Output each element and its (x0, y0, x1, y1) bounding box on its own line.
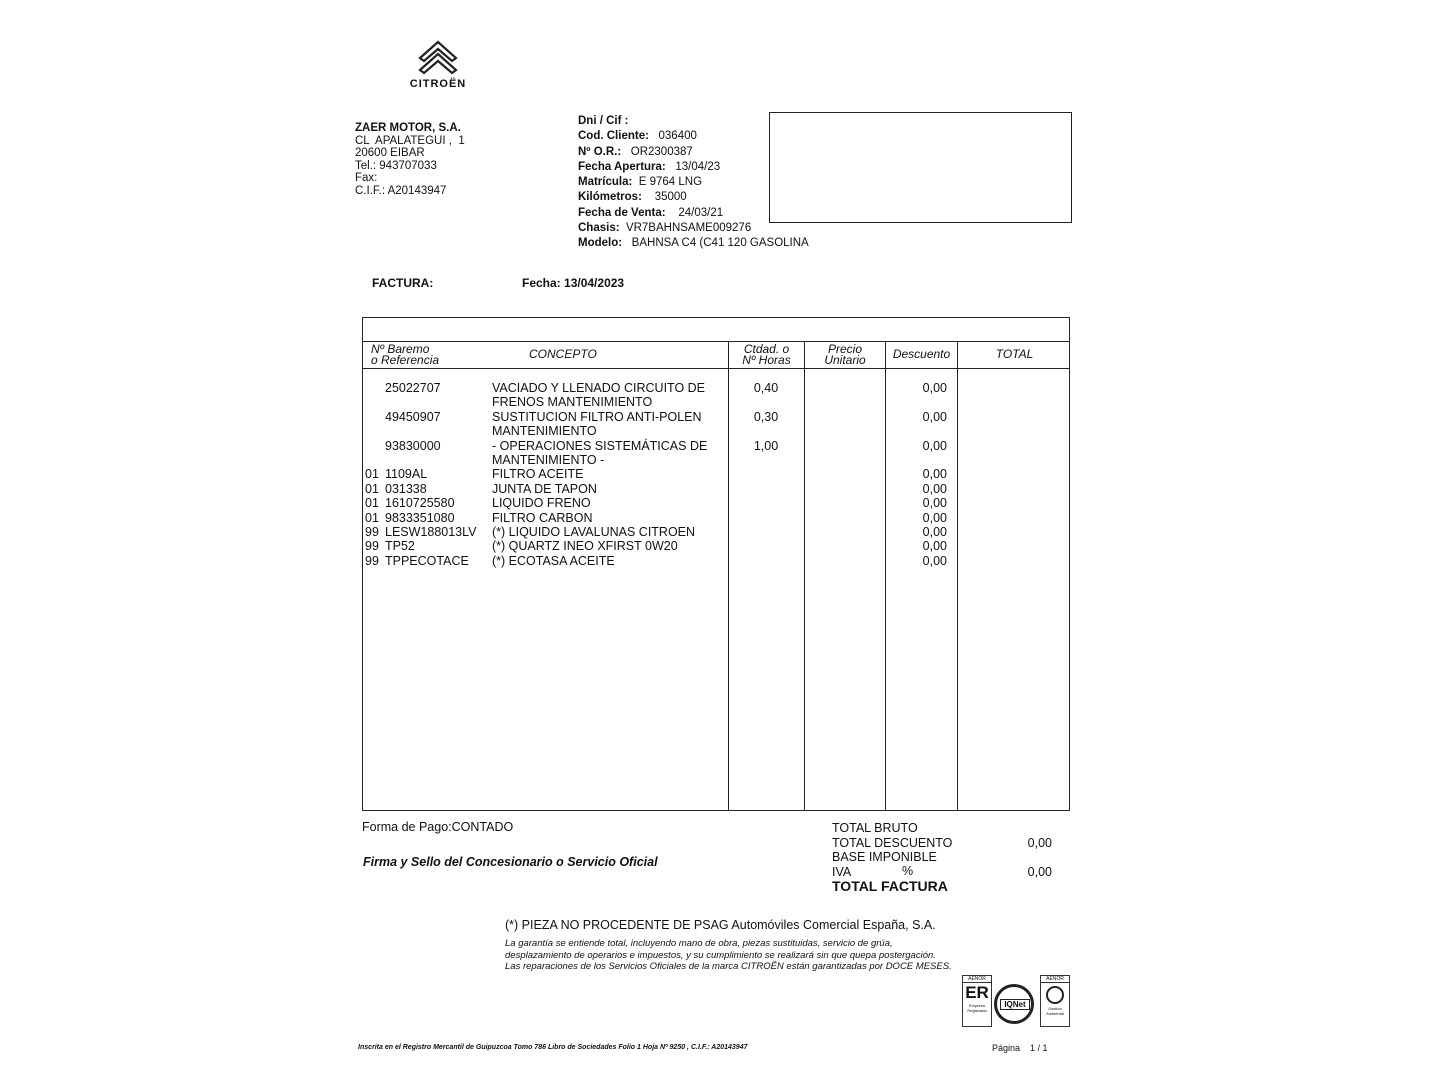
venta-label: Fecha de Venta: (578, 206, 666, 219)
er-mark: ER (965, 983, 989, 1002)
aenor-er-seal (962, 975, 992, 1027)
chasis-label: Chasis: (578, 222, 620, 235)
row-reference: 25022707 (385, 381, 441, 395)
ga-caption: Gestión Ambiental (1046, 1006, 1064, 1016)
row-prefix: 01 (365, 467, 379, 482)
row-reference: 9833351080 (385, 510, 455, 525)
apertura-value: 13/04/23 (675, 160, 721, 173)
row-concepto: JUNTA DE TAPON (492, 481, 597, 496)
row-concepto: (*) ECOTASA ACEITE (492, 553, 615, 568)
aenor-ga-seal (1040, 975, 1070, 1027)
company-tel: Tel.: 943707033 (355, 159, 437, 172)
modelo-label: Modelo: (578, 237, 623, 250)
payment-method (362, 820, 513, 834)
totals-labels (832, 821, 952, 894)
warranty-line3: Las reparaciones de los Servicios Oficiales de la marca CITROËN están garantizadas por DOCE MESES. (505, 961, 952, 972)
row-concepto: - OPERACIONES SISTEMÁTICAS DE MANTENIMIENTO - (492, 438, 708, 467)
table-top-divider (363, 341, 1069, 342)
row-descuento: 0,00 (922, 467, 947, 482)
table-header-divider (363, 368, 1069, 369)
warranty-line1: La garantía se entiende total, incluyendo mano de obra, piezas sustituidas, servicio de grúa, (505, 938, 893, 949)
row-reference: 49450907 (385, 409, 441, 424)
row-concepto: VACIADO Y LLENADO CIRCUITO DE FRENOS MANTENIMIENTO (492, 381, 706, 410)
row-concepto: FILTRO ACEITE (492, 467, 584, 482)
registry-footer: Inscrita en el Registro Mercantil de Guipuzcoa Tomo 786 Libro de Sociedades Folio 1 Hoja Nº 9250 , C.I.F.: A20143947 (358, 1044, 748, 1051)
header-qty-line2: Nº Horas (742, 353, 791, 367)
iqnet-seal (994, 984, 1034, 1024)
matricula-label: Matrícula: (578, 176, 633, 189)
company-street: CL APALATEGUI , 1 (355, 134, 465, 147)
aenor-right-label: AENOR (1041, 976, 1069, 983)
iva-percent: % (902, 864, 914, 878)
row-descuento: 0,00 (922, 438, 947, 453)
er-caption: Empresa Registrada (967, 1003, 987, 1013)
company-info (355, 122, 465, 197)
customer-address-box (769, 112, 1072, 223)
signature-caption: Firma y Sello del Concesionario o Servicio Oficial (363, 855, 658, 869)
km-value: 35000 (654, 191, 687, 204)
pagina-label: Página (992, 1043, 1021, 1053)
total-factura-label: TOTAL FACTURA (832, 878, 948, 894)
header-qty (729, 344, 804, 366)
col-divider-total (957, 342, 958, 810)
header-precio-line1: Precio (827, 342, 862, 356)
row-descuento: 0,00 (922, 553, 947, 568)
row-reference: 1109AL (385, 467, 428, 482)
row-descuento: 0,00 (922, 381, 947, 395)
row-reference: 1610725580 (385, 496, 455, 511)
row-quantity: 0,40 (753, 381, 779, 395)
row-descuento: 0,00 (922, 409, 947, 424)
payment-value: CONTADO (451, 820, 514, 834)
row-descuento: 0,00 (922, 539, 947, 554)
modelo-value: BAHNSA C4 (C41 120 GASOLINA (631, 237, 809, 250)
km-label: Kilómetros: (578, 191, 642, 204)
row-prefix: 99 (365, 539, 379, 554)
row-prefix: 99 (365, 553, 379, 568)
factura-label: FACTURA: (372, 276, 434, 290)
page-number (992, 1043, 1048, 1053)
row-reference: LESW188013LV (385, 525, 477, 539)
invoice-date (522, 276, 624, 290)
invoice-table (362, 317, 1070, 811)
row-prefix: 01 (365, 496, 379, 511)
total-descuento-label: TOTAL DESCUENTO (832, 835, 953, 850)
payment-label: Forma de Pago: (362, 820, 452, 834)
venta-value: 24/03/21 (678, 206, 724, 219)
header-descuento: Descuento (892, 347, 951, 361)
or-label: Nº O.R.: (578, 145, 622, 158)
col-divider-precio (804, 342, 805, 810)
citroen-chevrons-icon (416, 36, 460, 76)
dni-label: Dni / Cif : (578, 115, 629, 127)
totals-values (1000, 836, 1052, 880)
header-precio (805, 344, 885, 366)
matricula-value: E 9764 LNG (638, 176, 703, 189)
company-fax: Fax: (355, 172, 378, 184)
aenor-left-label: AENOR (963, 976, 991, 983)
row-prefix: 99 (365, 525, 379, 539)
row-reference: TPPECOTACE (385, 553, 469, 568)
row-descuento: 0,00 (922, 525, 947, 539)
apertura-label: Fecha Apertura: (578, 160, 666, 173)
iva-label: IVA (832, 864, 852, 879)
fecha-label: Fecha: (522, 276, 561, 290)
row-concepto: (*) QUARTZ INEO XFIRST 0W20 (492, 539, 678, 554)
company-cif: C.I.F.: A20143947 (355, 184, 447, 197)
total-bruto-label: TOTAL BRUTO (832, 821, 918, 835)
row-concepto: (*) LIQUIDO LAVALUNAS CITROEN (492, 525, 696, 539)
fecha-value: 13/04/2023 (564, 276, 625, 290)
cliente-label: Cod. Cliente: (578, 130, 649, 143)
row-concepto: LIQUIDO FRENO (492, 496, 591, 511)
row-concepto: FILTRO CARBON (492, 510, 593, 525)
row-prefix: 01 (365, 481, 379, 496)
header-qty-line1: Ctdad. o (743, 342, 790, 356)
iva-value: 0,00 (1027, 865, 1052, 879)
header-ref-line2: o Referencia (371, 353, 440, 367)
company-name: ZAER MOTOR, S.A. (355, 122, 461, 134)
base-imponible-label: BASE IMPONIBLE (832, 850, 937, 864)
row-concepto: SUSTITUCION FILTRO ANTI-POLEN MANTENIMIENTO (492, 409, 702, 439)
or-value: OR2300387 (630, 145, 693, 158)
row-quantity: 0,30 (753, 409, 779, 424)
warranty-line2: desplazamiento de operarios e impuestos, y su cumplimiento se realizará sin que quepa postergación. (505, 949, 936, 961)
row-reference: 031338 (385, 481, 427, 496)
header-total: TOTAL (995, 347, 1034, 361)
iqnet-label: IQNet (1000, 999, 1030, 1010)
row-reference: 93830000 (385, 438, 441, 453)
row-reference: TP52 (385, 539, 415, 554)
warranty-note (505, 938, 952, 973)
row-descuento: 0,00 (922, 496, 947, 511)
header-ref (371, 344, 439, 366)
company-city: 20600 EIBAR (355, 147, 425, 159)
brand-name: CITROËN (409, 78, 467, 90)
header-concepto: CONCEPTO (529, 347, 597, 361)
gestion-ambiental-icon (1046, 986, 1064, 1004)
citroen-logo (398, 36, 478, 92)
header-precio-line2: Unitario (824, 353, 866, 367)
cliente-value: 036400 (658, 130, 697, 143)
chasis-value: VR7BAHNSAME009276 (625, 222, 752, 235)
header-ref-line1: Nº Baremo (371, 342, 430, 356)
row-descuento: 0,00 (922, 510, 947, 525)
pieza-note: (*) PIEZA NO PROCEDENTE DE PSAG Automóviles Comercial España, S.A. (505, 918, 936, 932)
pagina-value: 1 / 1 (1030, 1043, 1048, 1053)
row-quantity: 1,00 (753, 438, 779, 453)
row-prefix: 01 (365, 510, 379, 525)
total-descuento-value: 0,00 (1027, 836, 1052, 850)
row-descuento: 0,00 (922, 481, 947, 496)
